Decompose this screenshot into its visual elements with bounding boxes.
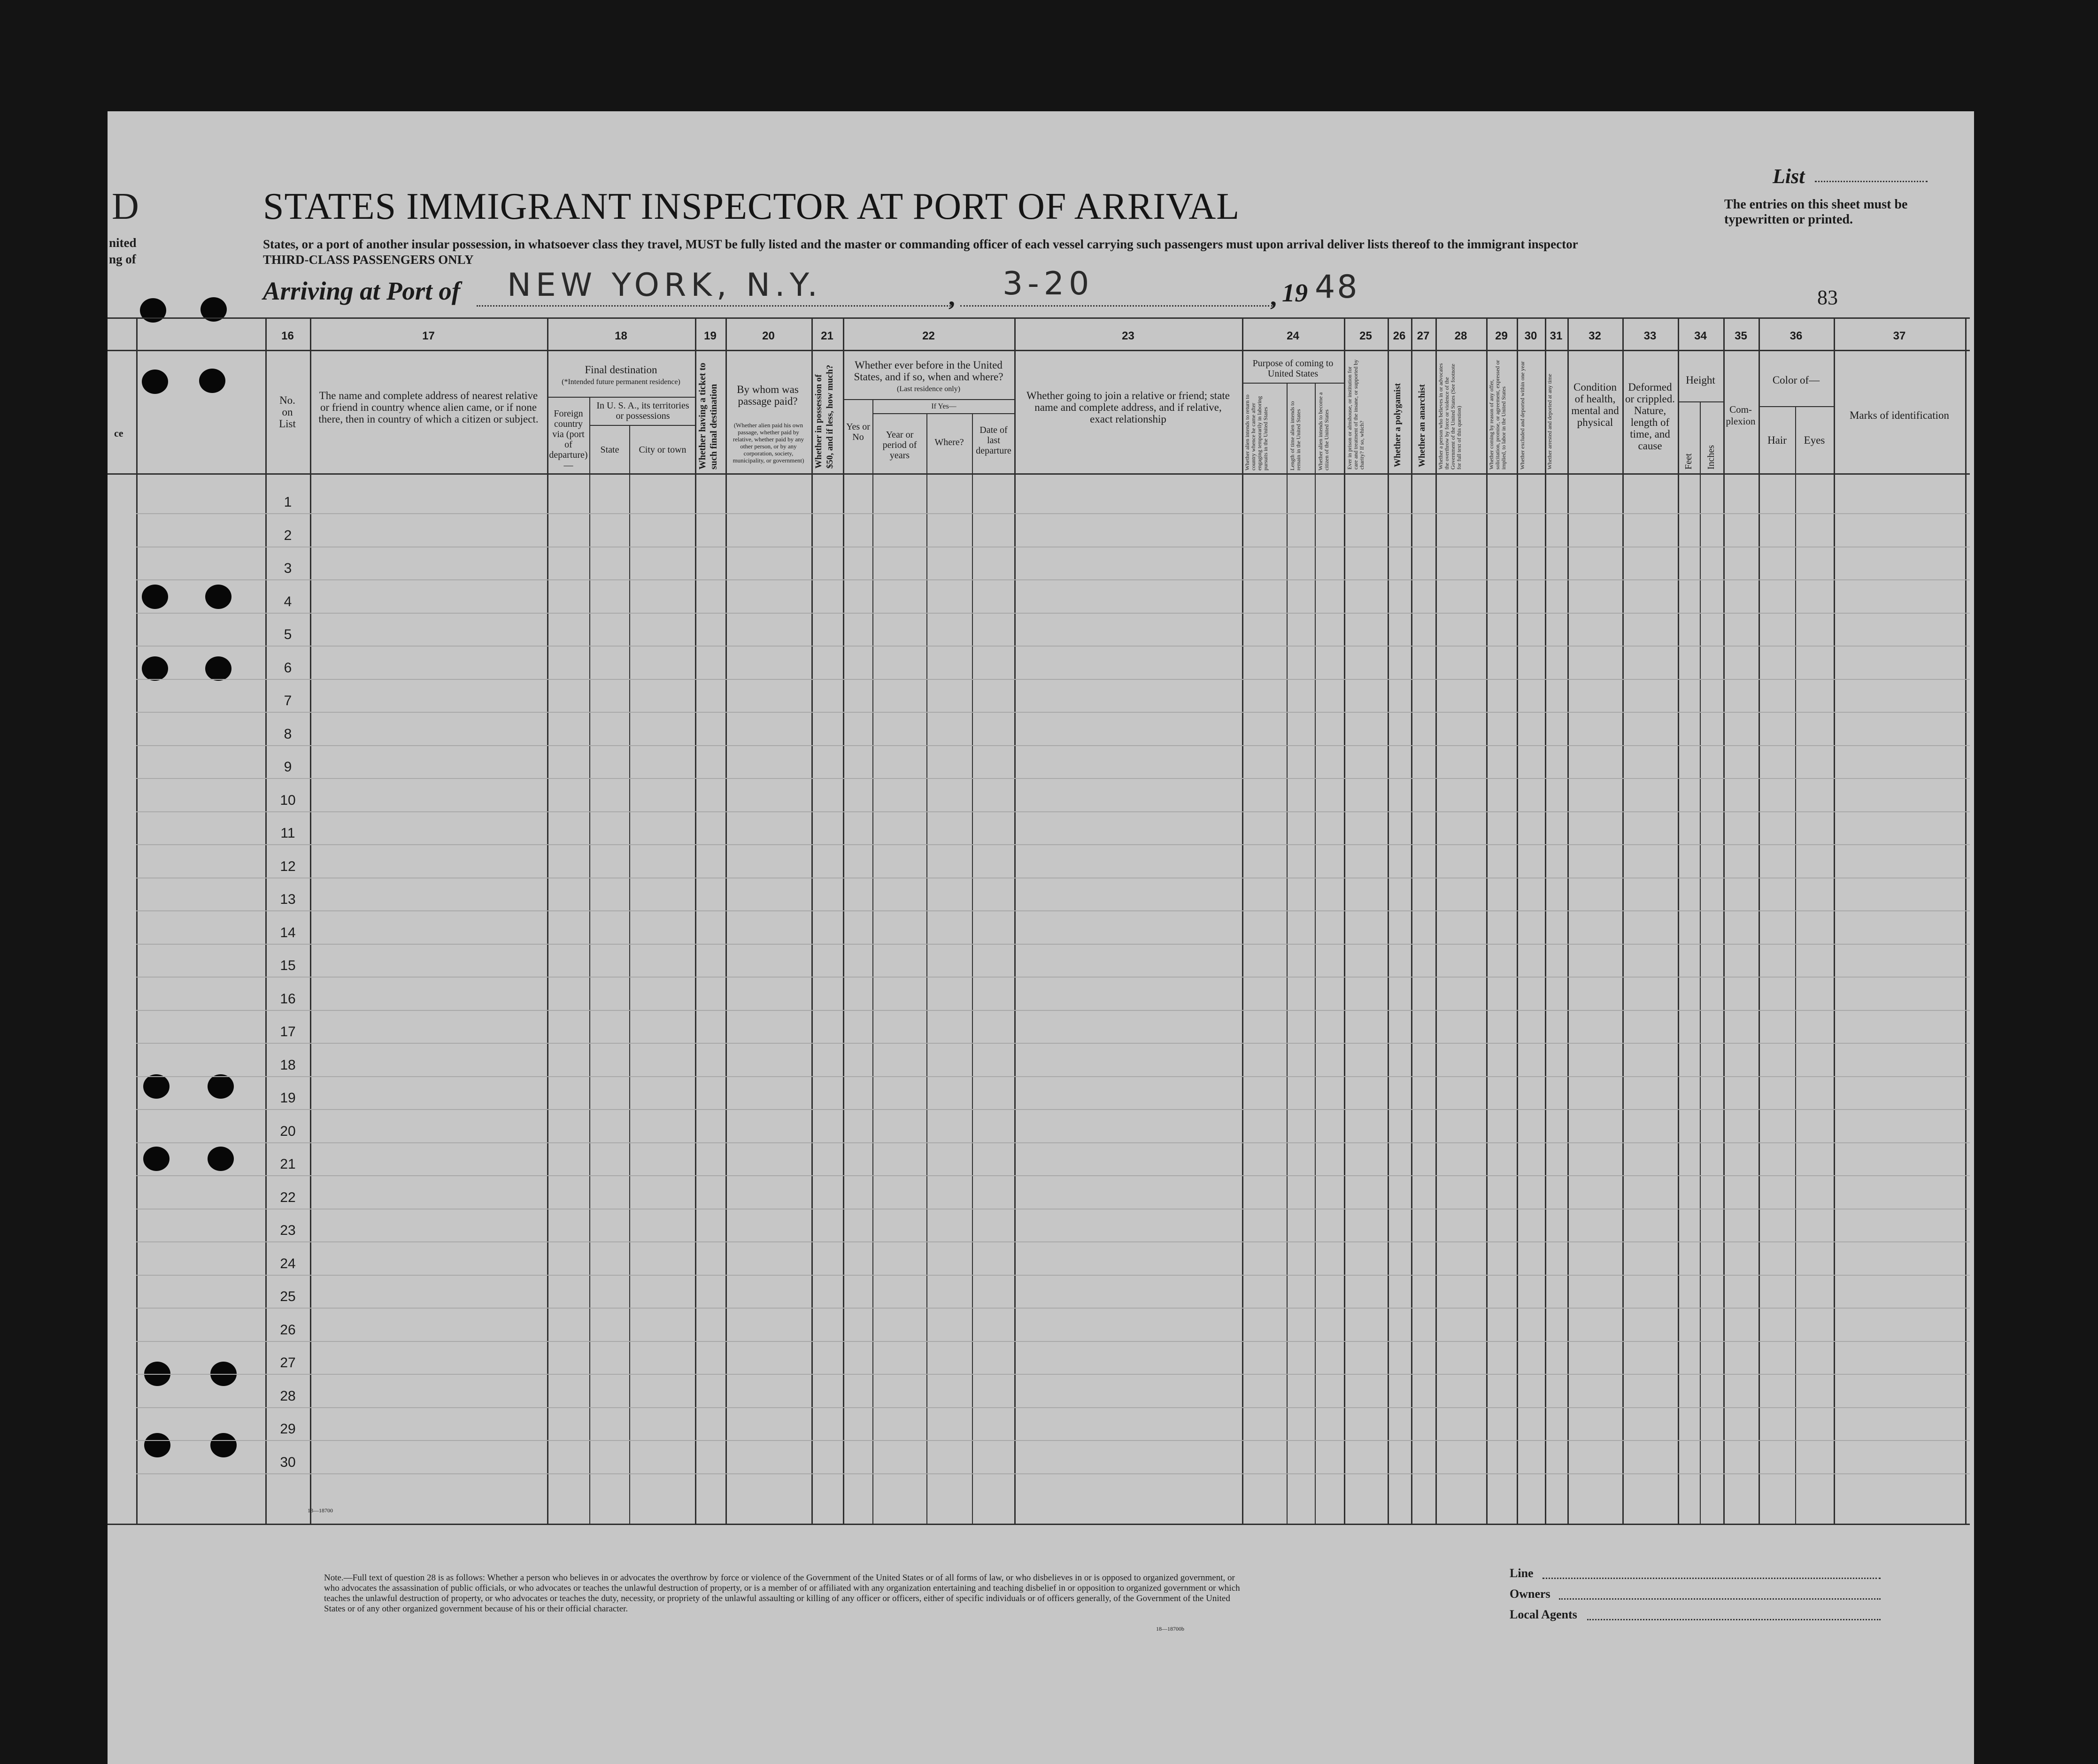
year-handwritten: 48 [1315, 269, 1359, 306]
hdr-anarchist: Whether an anarchist [1417, 384, 1427, 467]
table-bottom-line [108, 1524, 1970, 1525]
hdr-complexion: Com- plexion [1726, 404, 1756, 427]
table-top-line [108, 317, 1970, 319]
col-num-31: 31 [1550, 330, 1563, 342]
title-fragment: D [112, 186, 139, 227]
hdr-ever-before: Whether ever before in the United States, and if so, when and where? [854, 359, 1003, 383]
col-num-18: 18 [615, 330, 627, 342]
hdr-final-destination-note: (*Intended future permanent residence) [562, 378, 680, 386]
hdr-col30: Whether excluded and deported within one year [1519, 361, 1526, 470]
row-rule [136, 1241, 1970, 1242]
punch-hole [208, 1147, 234, 1171]
col-line [1834, 317, 1835, 1524]
col-line [695, 317, 696, 1524]
hdr-col25: Ever in prison or almshouse, or institution for care and treatment of the insane, or supported by charity? If so, which? [1346, 359, 1365, 470]
hdr-in-usa: In U. S. A., its territories or possessions [596, 401, 689, 421]
col-num-25: 25 [1359, 330, 1372, 342]
hdr-eyes: Eyes [1804, 434, 1825, 446]
punch-hole [208, 1074, 234, 1099]
list-dotted-line [1815, 181, 1928, 182]
col-num-27: 27 [1417, 330, 1430, 342]
hdr-where: Where? [934, 437, 964, 447]
hdr-state: State [600, 445, 619, 455]
row-number: 21 [280, 1156, 296, 1172]
line-label: Line [1510, 1566, 1534, 1580]
form-number-right: 18—18700b [1156, 1625, 1184, 1632]
third-class-label: THIRD-CLASS PASSENGERS ONLY [263, 253, 474, 267]
row-number: 24 [280, 1256, 296, 1271]
col-line [1759, 317, 1760, 1524]
row-rule [136, 910, 1970, 911]
col-line [1344, 317, 1345, 1524]
hdr-color-of: Color of— [1772, 374, 1820, 386]
subline: States, or a port of another insular possession, in whatsoever class they travel, MUST be fully listed and the master or commanding officer of each vessel carrying such passengers must upon arrival deliver lists thereof to the immigrant inspector [263, 237, 1578, 251]
row-rule [136, 513, 1970, 514]
col-line [310, 317, 311, 1524]
col-line [1517, 317, 1518, 1524]
hdr-polygamist: Whether a polygamist [1393, 383, 1403, 467]
hdr-feet: Feet [1683, 453, 1694, 470]
row-number: 3 [284, 561, 292, 576]
col-num-22: 22 [922, 330, 935, 342]
row-number: 28 [280, 1388, 296, 1404]
header-sub-line [1242, 383, 1344, 384]
col-num-21: 21 [821, 330, 833, 342]
punch-hole [143, 1074, 170, 1099]
col-num-36: 36 [1789, 330, 1803, 342]
hdr-purpose-sub-b: Length of time alien intends to remain in the United States [1289, 401, 1302, 470]
row-rule [136, 579, 1970, 580]
hdr-yes-or-no: Yes or No [846, 422, 870, 442]
punch-hole [143, 1147, 170, 1171]
punch-hole [142, 370, 168, 394]
local-agents-signature-line [1587, 1619, 1881, 1620]
col-num-26: 26 [1393, 330, 1406, 342]
header-sub-line [843, 399, 1014, 400]
row-number: 15 [280, 958, 296, 973]
row-number: 19 [280, 1090, 296, 1106]
row-rule [136, 1407, 1970, 1408]
punch-hole [199, 369, 225, 393]
col-line [872, 399, 873, 1524]
col-num-34: 34 [1694, 330, 1707, 342]
hdr-by-whom-paid-note: (Whether alien paid his own passage, whether paid by relative, whether paid by any other person, or by any corporation, society, municipality, or government) [733, 422, 804, 464]
row-rule [136, 1374, 1970, 1375]
col-line [811, 317, 813, 1524]
hdr-height: Height [1686, 374, 1715, 386]
row-rule [136, 1341, 1970, 1342]
hdr-possession-50: Whether in possession of $50, and if less, how much? [814, 364, 835, 469]
punch-hole [142, 585, 168, 609]
typewritten-instruction: The entries on this sheet must be typewritten or printed. [1724, 197, 1908, 227]
row-number: 5 [284, 627, 292, 642]
col-num-29: 29 [1495, 330, 1508, 342]
header-sub-line [1678, 401, 1723, 402]
arriving-label: Arriving at Port of [263, 277, 461, 305]
comma-2: , [1270, 282, 1277, 311]
row-number: 30 [280, 1455, 296, 1470]
row-number: 29 [280, 1421, 296, 1437]
col-line [629, 425, 630, 1524]
col-line [1315, 383, 1316, 1524]
hdr-purpose: Purpose of coming to United States [1252, 358, 1334, 379]
col-line [1435, 317, 1437, 1524]
row-number: 4 [284, 594, 292, 609]
line-signature-line [1543, 1578, 1881, 1579]
punch-hole [140, 298, 166, 323]
col-line [1411, 317, 1412, 1524]
hdr-deformed: Deformed or crippled. Nature, length of time, and cause [1625, 381, 1675, 452]
header-num-line [108, 350, 1970, 351]
row-rule [136, 944, 1970, 945]
footnote: Note.—Full text of question 28 is as follows: Whether a person who believes in or advocates the overthrow by force or violence of the Government of the United States or of all forms of law, or who disbelieves in or is opposed to organized government, or who advocates the assassination of public officials, or who advocates or teaches the unlawful destruction of property, or is a member of or affiliated with any organization entertaining and teaching disbelief in or opposition to organized government or which teaches the unlawful destruction of property, or who advocates or teaches the duty, necessity, or propriety of the unlawful assaulting or killing of any officer or officers, either of specific individuals or of officers generally, of the Government of the United States or of any other organized government because of his or their official character. [324, 1573, 1240, 1614]
port-dotted-line [477, 305, 951, 307]
row-number: 13 [280, 892, 296, 907]
left-fragment-2: ng of [109, 252, 136, 266]
row-rule [136, 1175, 1970, 1176]
row-rule [136, 1440, 1970, 1441]
hdr-col31: Whether arrested and deported at any time [1546, 374, 1553, 470]
col-num-33: 33 [1643, 330, 1657, 342]
hdr-purpose-sub-a: Whether alien intends to return to country whence he came after engaging temporarily in laboring pursuits in the United States [1244, 394, 1269, 470]
col-line [1567, 317, 1569, 1524]
row-number: 27 [280, 1355, 296, 1371]
row-rule [136, 1043, 1970, 1044]
row-number: 17 [280, 1024, 296, 1040]
row-number: 8 [284, 726, 292, 742]
left-fragment-3: ce [114, 427, 123, 439]
col-line [1795, 406, 1796, 1524]
col-line [1723, 317, 1725, 1524]
col-num-23: 23 [1122, 330, 1134, 342]
hdr-ticket: Whether having a ticket to such final destination [697, 362, 719, 470]
row-number: 25 [280, 1289, 296, 1304]
row-number: 7 [284, 693, 292, 709]
row-number: 10 [280, 793, 296, 808]
local-agents-label: Local Agents [1510, 1608, 1577, 1621]
hdr-col29: Whether coming by reason of any offer, solicitation, promise, or agreement, expressed or implied, to labor in the United States [1488, 360, 1507, 470]
row-rule [136, 712, 1970, 713]
header-sub-line [1759, 406, 1834, 407]
col-num-37: 37 [1893, 330, 1906, 342]
hdr-hair: Hair [1767, 434, 1787, 446]
owners-signature-line [1559, 1598, 1881, 1600]
left-fragment-1: nited [109, 236, 137, 250]
col-line [1242, 317, 1243, 1524]
col-line [1678, 317, 1679, 1524]
port-handwritten: NEW YORK, N.Y. [507, 267, 822, 304]
punch-hole [144, 1433, 170, 1457]
owners-label: Owners [1510, 1587, 1550, 1601]
col-line [265, 317, 267, 1524]
col-line [1545, 317, 1546, 1524]
col-num-16: 16 [281, 330, 294, 342]
row-rule [136, 1109, 1970, 1110]
row-rule [136, 1142, 1970, 1143]
col-num-28: 28 [1454, 330, 1467, 342]
row-number: 14 [280, 925, 296, 940]
row-number: 16 [280, 991, 296, 1007]
row-rule [136, 778, 1970, 779]
col-num-35: 35 [1735, 330, 1747, 342]
col-line [1486, 317, 1488, 1524]
header-sub-line [547, 397, 695, 398]
punch-hole [205, 585, 231, 609]
hdr-condition: Condition of health, mental and physical [1571, 381, 1619, 428]
row-rule [136, 1308, 1970, 1309]
row-number: 26 [280, 1322, 296, 1338]
hdr-final-destination: Final destination [585, 364, 657, 376]
row-number: 2 [284, 528, 292, 543]
hdr-last-residence: (Last residence only) [896, 385, 961, 393]
hdr-nearest-relative: The name and complete address of nearest relative or friend in country whence alien came, or if none there, then in country of which a citizen or subject. [318, 390, 539, 425]
page-title: STATES IMMIGRANT INSPECTOR AT PORT OF ARRIVAL [263, 186, 1240, 227]
list-label: List [1773, 165, 1805, 188]
row-rule [136, 1076, 1970, 1077]
row-number: 11 [280, 825, 295, 841]
col-line [136, 317, 138, 1524]
date-dotted-line [960, 305, 1273, 307]
row-number: 12 [280, 859, 296, 874]
row-rule [136, 745, 1970, 746]
row-rule [136, 1010, 1970, 1011]
date-handwritten: 3-20 [1003, 265, 1094, 302]
sheet-number: 83 [1817, 286, 1838, 309]
row-number: 23 [280, 1223, 296, 1238]
col-num-32: 32 [1589, 330, 1601, 342]
col-line [1622, 317, 1624, 1524]
row-number: 20 [280, 1124, 296, 1139]
row-rule [136, 646, 1970, 647]
row-rule [136, 1473, 1970, 1474]
row-number: 6 [284, 660, 292, 676]
row-rule [136, 1275, 1970, 1276]
arriving-line [263, 276, 460, 306]
row-rule [136, 977, 1970, 978]
row-number: 9 [284, 759, 292, 775]
manifest-sheet [108, 111, 1974, 1764]
col-line [843, 317, 844, 1524]
header-sub-line [872, 413, 1014, 414]
row-rule [136, 613, 1970, 614]
hdr-if-yes: If Yes— [931, 402, 956, 410]
col-line [547, 317, 548, 1524]
hdr-foreign-country: Foreign country via (port of departure)— [549, 408, 588, 470]
punch-hole [205, 656, 231, 681]
hdr-marks: Marks of identification [1849, 409, 1950, 421]
col-num-17: 17 [422, 330, 435, 342]
hdr-city-or-town: City or town [639, 445, 686, 455]
hdr-col28: Whether a person who believes in or advocates the overthrow by force or violence of the Government of the United States (See footnote for full text of this question) [1437, 363, 1462, 470]
hdr-date-last-departure: Date of last departure [976, 425, 1011, 456]
row-rule [136, 844, 1970, 845]
col-num-19: 19 [704, 330, 717, 342]
hdr-going-to-join: Whether going to join a relative or friend; state name and complete address, and if relative, exact relationship [1026, 390, 1230, 425]
hdr-purpose-sub-c: Whether alien intends to become a citizen of the United States [1317, 392, 1330, 470]
row-rule [136, 679, 1970, 680]
col-num-20: 20 [762, 330, 775, 342]
col-line [1287, 383, 1288, 1524]
col-line [725, 317, 727, 1524]
comma: , [949, 282, 955, 311]
row-number: 1 [284, 494, 292, 510]
hdr-no-on-list: No. on List [279, 394, 296, 430]
col-num-24: 24 [1287, 330, 1299, 342]
col-line [1700, 401, 1701, 1524]
hdr-inches: Inches [1706, 445, 1716, 470]
col-line [589, 397, 590, 1524]
col-num-30: 30 [1524, 330, 1537, 342]
form-number-left: 18—18700 [308, 1507, 333, 1514]
col-line [1014, 317, 1016, 1524]
punch-hole [142, 656, 168, 681]
row-number: 18 [280, 1057, 296, 1073]
row-rule [136, 811, 1970, 812]
col-line [1388, 317, 1389, 1524]
row-number: 22 [280, 1190, 296, 1205]
year-printed: 19 [1282, 278, 1308, 307]
hdr-year-period: Year or period of years [882, 430, 917, 461]
header-sub-line [589, 425, 695, 426]
header-bottom-line [108, 473, 1970, 475]
punch-hole [210, 1433, 237, 1457]
col-line [1965, 317, 1967, 1524]
hdr-by-whom-paid: By whom was passage paid? [737, 384, 799, 407]
